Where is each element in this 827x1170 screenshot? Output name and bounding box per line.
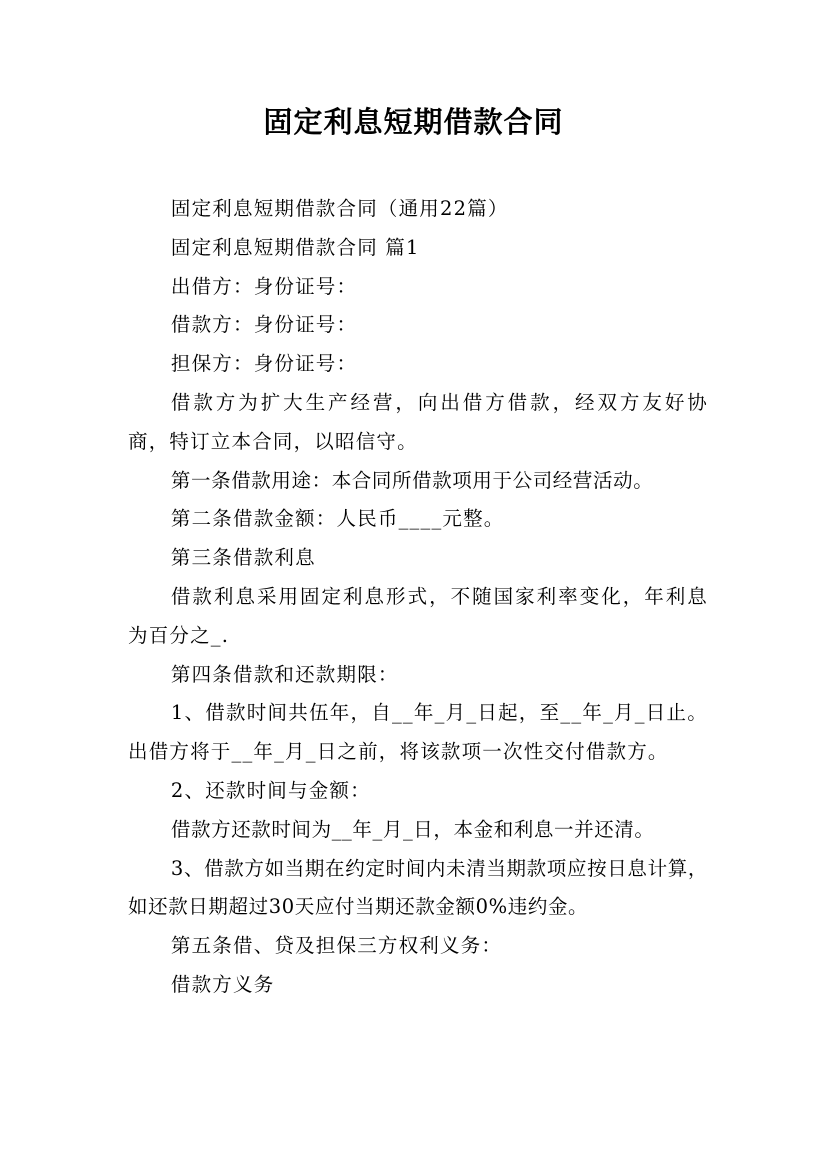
document-title: 固定利息短期借款合同	[263, 105, 564, 139]
paragraph-article-5: 第五条借、贷及担保三方权利义务：	[170, 934, 503, 958]
paragraph-article-2: 第二条借款金额：人民币____元整。	[170, 507, 505, 531]
paragraph-article-3: 第三条借款利息	[170, 546, 316, 570]
paragraph-article-1: 第一条借款用途：本合同所借款项用于公司经营活动。	[170, 468, 654, 492]
paragraph-section-heading: 固定利息短期借款合同 篇1	[170, 235, 420, 259]
paragraph-term-2: 2、还款时间与金额：	[170, 778, 371, 802]
paragraph-term-1: 1、借款时间共伍年，自__年_月_日起，至__年_月_日止。出借方将于__年_月_日之前，将该款项一次性交付借款方。	[128, 701, 708, 764]
document-body	[128, 190, 708, 1005]
paragraph-borrower-duties: 借款方义务	[170, 972, 275, 996]
paragraph-interest: 借款利息采用固定利息形式，不随国家利率变化，年利息为百分之_.	[128, 584, 708, 647]
paragraph-preamble: 借款方为扩大生产经营，向出借方借款，经双方友好协商，特订立本合同，以昭信守。	[128, 390, 708, 453]
paragraph-lender: 出借方：身份证号：	[170, 274, 358, 298]
paragraph-borrower: 借款方：身份证号：	[170, 313, 358, 337]
paragraph-subtitle: 固定利息短期借款合同（通用22篇）	[170, 197, 509, 220]
paragraph-repayment: 借款方还款时间为__年_月_日，本金和利息一并还清。	[170, 817, 655, 841]
paragraph-guarantor: 担保方：身份证号：	[170, 352, 358, 376]
paragraph-term-3: 3、借款方如当期在约定时间内未清当期款项应按日息计算，如还款日期超过30天应付当期还款金额0%违约金。	[128, 856, 708, 919]
paragraph-article-4: 第四条借款和还款期限：	[170, 662, 399, 686]
